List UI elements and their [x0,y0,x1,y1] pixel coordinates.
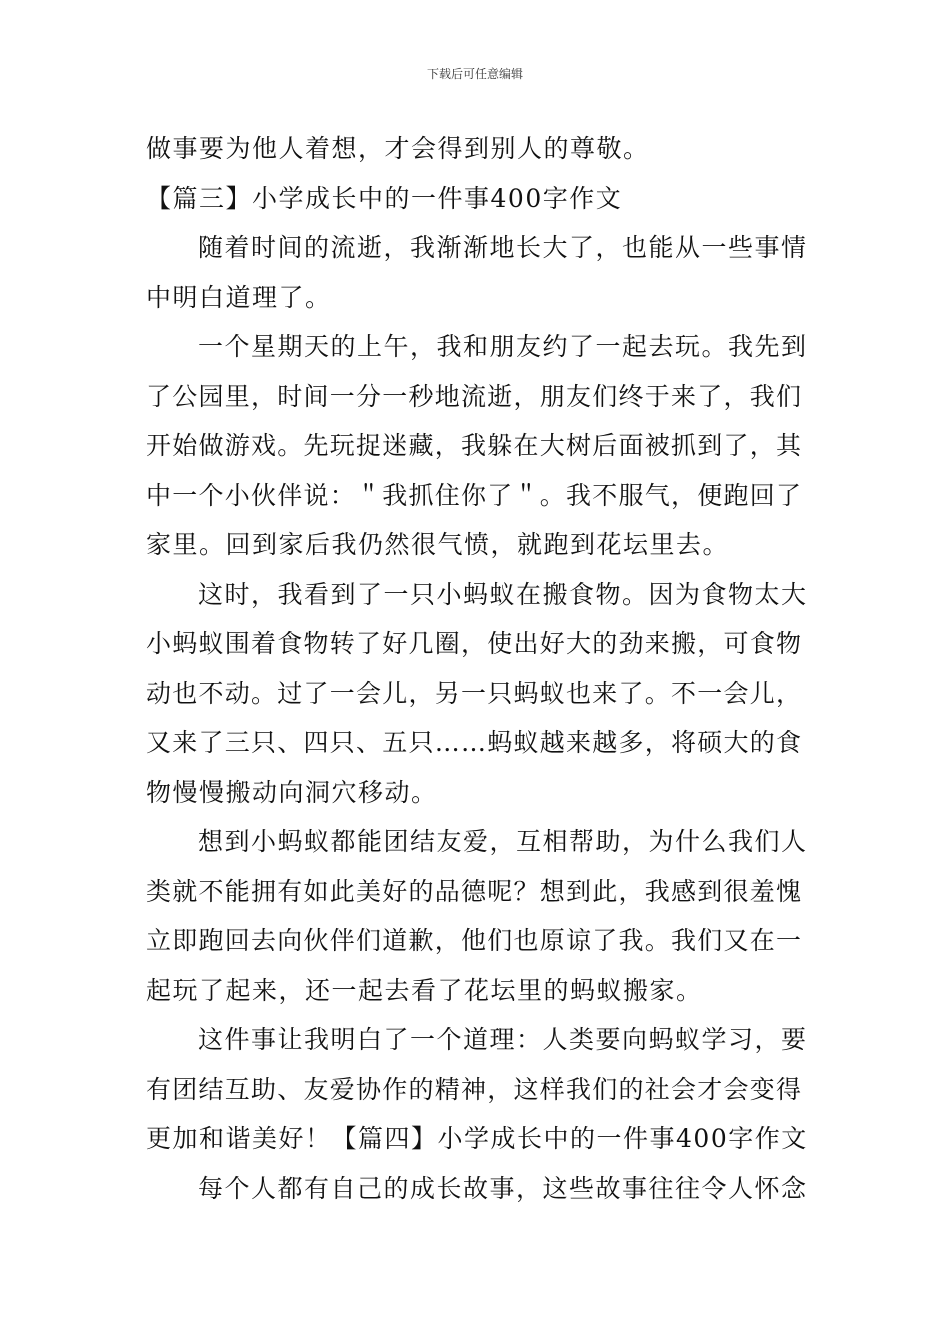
text-line: 类就不能拥有如此美好的品德呢？想到此，我感到很羞愧 [146,876,803,906]
text-line: 中明白道理了。 [146,282,332,312]
text-line: 起玩了起来，还一起去看了花坛里的蚂蚁搬家。 [146,975,703,1005]
text-line: 有团结互助、友爱协作的精神，这样我们的社会才会变得 [146,1074,803,1104]
text-line: 开始做游戏。先玩捉迷藏，我躲在大树后面被抓到了，其 [146,431,803,460]
text-line: 想到小蚂蚁都能团结友爱，互相帮助，为什么我们人 [198,827,808,856]
text-line: 一个星期天的上午，我和朋友约了一起去玩。我先到 [198,332,808,361]
text-line: 【篇三】小学成长中的一件事400字作文 [146,183,623,213]
text-line: 又来了三只、四只、五只……蚂蚁越来越多，将硕大的食 [146,728,803,757]
text-line: 这件事让我明白了一个道理：人类要向蚂蚁学习，要 [198,1025,808,1054]
text-line: 小蚂蚁围着食物转了好几圈，使出好大的劲来搬，可食物 [146,629,803,658]
text-line: 物慢慢搬动向洞穴移动。 [146,777,438,807]
text-line: 了公园里，时间一分一秒地流逝，朋友们终于来了，我们 [146,381,803,411]
text-line: 做事要为他人着想，才会得到别人的尊敬。 [146,134,650,163]
text-line: 每个人都有自己的成长故事，这些故事往往令人怀念 [198,1173,808,1203]
page-header-note: 下载后可任意编辑 [426,67,523,81]
body-text [146,124,808,1213]
text-line: 立即跑回去向伙伴们道歉，他们也原谅了我。我们又在一 [146,926,803,955]
text-line: 随着时间的流逝，我渐渐地长大了，也能从一些事情 [198,233,808,262]
text-line: 中一个小伙伴说：＂我抓住你了＂。我不服气，便跑回了 [146,480,803,510]
text-line: 家里。回到家后我仍然很气愤，就跑到花坛里去。 [146,530,730,559]
text-line: 更加和谐美好！【篇四】小学成长中的一件事400字作文 [146,1124,808,1153]
text-line: 动也不动。过了一会儿，另一只蚂蚁也来了。不一会儿， [146,678,803,708]
text-line: 这时，我看到了一只小蚂蚁在搬食物。因为食物太大 [198,579,808,609]
